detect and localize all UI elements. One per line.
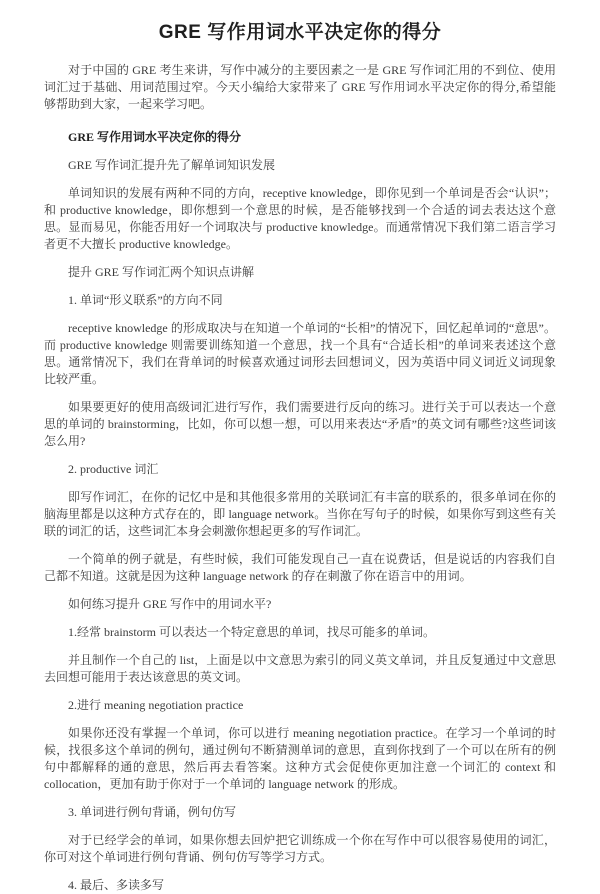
- paragraph-knowledge-directions: 单词知识的发展有两种不同的方向，receptive knowledge，即你见到一个单词是否会“认识”；和 productive knowledge，即你想到一个意思的时候，是否能够找到一个合适的词去表达这个意思。显而易见，你能否用好一个词取决与 productive knowledge。而通常情况下我们第二语言学习者更不大擅长 productive knowledge。: [44, 186, 556, 251]
- paragraph-point-2-heading: 2. productive 词汇: [68, 462, 159, 476]
- paragraph-tip-1: 1.经常 brainstorm 可以表达一个特定意思的单词，找尽可能多的单词。: [68, 625, 435, 639]
- paragraph-tip-3: 3. 单词进行例句背诵，例句仿写: [68, 805, 237, 819]
- paragraph-point-1-heading: 1. 单词“形义联系”的方向不同: [68, 293, 223, 307]
- paragraph-example: 一个简单的例子就是，有些时候，我们可能发现自己一直在说费话，但是说话的内容我们自己都不知道。这就是因为这种 language network 的存在刺激了你在语言中的用词。: [44, 552, 556, 583]
- paragraph-language-network: 即写作词汇，在你的记忆中是和其他很多常用的关联词汇有丰富的联系的，很多单词在你的脑海里都是以这种方式存在的，即 language network。当你在写句子的时候，如果你写到这些有关联的词汇的话，这些词汇本身会刺激你想起更多的写作词汇。: [44, 490, 556, 538]
- paragraph-subheading-knowledge: GRE 写作词汇提升先了解单词知识发展: [68, 158, 276, 172]
- paragraph-tip-2: 2.进行 meaning negotiation practice: [68, 698, 244, 712]
- paragraph-make-list: 并且制作一个自己的 list，上面是以中文意思为索引的同义英文单词，并且反复通过中文意思去回想可能用于表达该意思的英文词。: [44, 653, 556, 684]
- paragraph-how-to-practice: 如何练习提升 GRE 写作中的用词水平?: [68, 597, 272, 611]
- paragraph-recite-sentences: 对于已经学会的单词，如果你想去回炉把它训练成一个你在写作中可以很容易使用的词汇，你可对这个单词进行例句背诵、例句仿写等学习方式。: [44, 833, 556, 864]
- paragraph-two-points-heading: 提升 GRE 写作词汇两个知识点讲解: [68, 265, 255, 279]
- paragraph-brainstorming: 如果要更好的使用高级词汇进行写作，我们需要进行反向的练习。进行关于可以表达一个意思的单词的 brainstorming，比如，你可以想一想，可以用来表达“矛盾”的英文词有哪些?这些词该怎么用?: [44, 400, 556, 448]
- paragraph-receptive-detail: receptive knowledge 的形成取决与在知道一个单词的“长相”的情况下，回忆起单词的“意思”。而 productive knowledge 则需要训练知道一个意思，找一个具有“合适长相”的单词来表述这个意思。通常情况下，我们在背单词的时候喜欢通过词形去回想词义，因为英语中同义词近义词现象比较严重。: [44, 321, 556, 386]
- page-title: GRE 写作用词水平决定你的得分: [158, 22, 442, 43]
- paragraph-tip-4: 4. 最后、多读多写: [68, 878, 165, 892]
- paragraph-meaning-negotiation: 如果你还没有掌握一个单词，你可以进行 meaning negotiation practice。在学习一个单词的时候，找很多这个单词的例句，通过例句不断猜测单词的意思，直到你找到了一个可以在所有的例句中都解释的通的意思，然后再去看答案。这种方式会促使你更加注意一个词汇的 context 和 collocation，更加有助于你对于一个单词的 language network 的形成。: [44, 726, 556, 791]
- paragraph-intro: 对于中国的 GRE 考生来讲，写作中减分的主要因素之一是 GRE 写作词汇用的不到位、使用词汇过于基础、用词范围过窄。今天小编给大家带来了 GRE 写作用词水平决定你的得分,希望能够帮助到大家，一起来学习吧。: [44, 63, 556, 111]
- section-heading: GRE 写作用词水平决定你的得分: [68, 130, 242, 144]
